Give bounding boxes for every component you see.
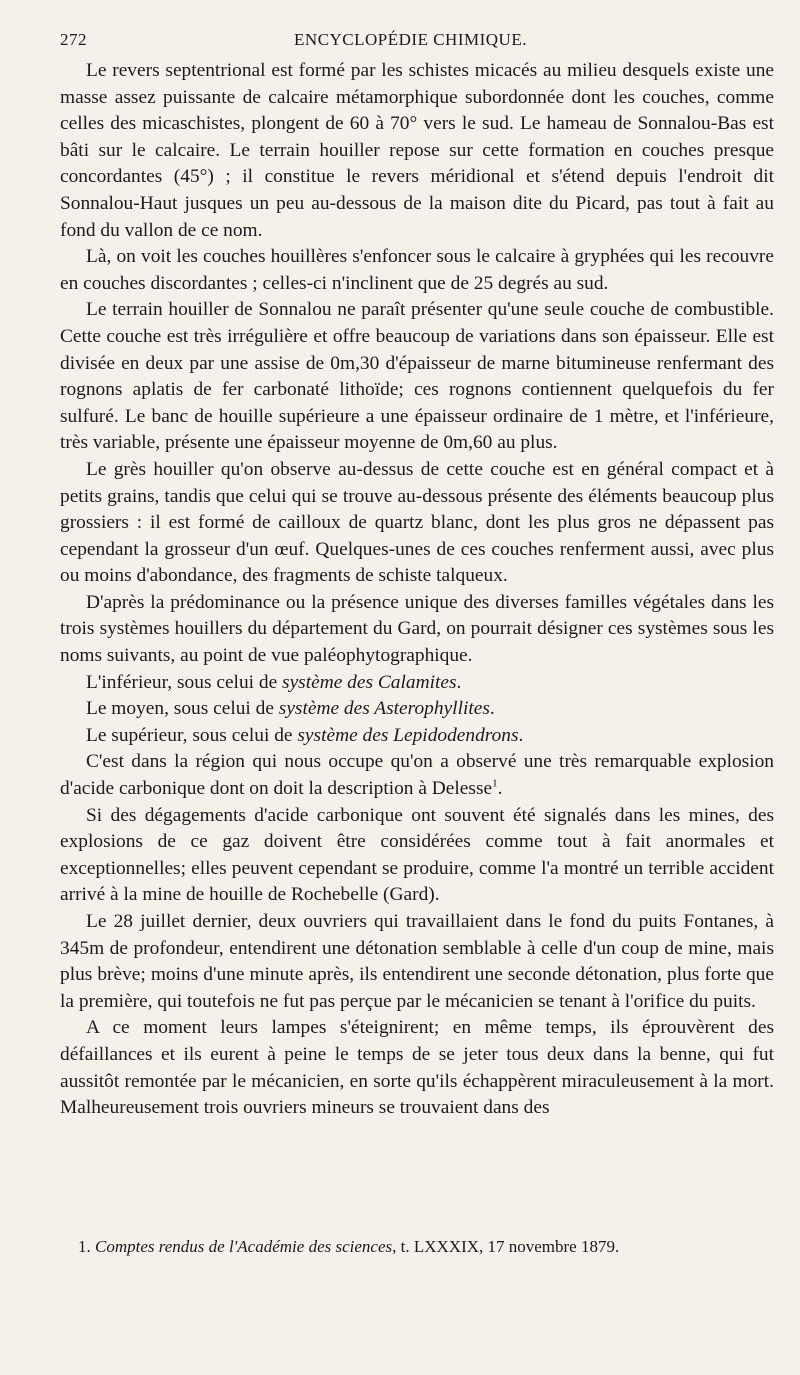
system-inferior-name: système des Calamites xyxy=(282,671,457,693)
system-middle-prefix: Le moyen, sous celui de xyxy=(86,698,279,720)
system-superior-prefix: Le supérieur, sous celui de xyxy=(86,724,298,746)
system-superior xyxy=(60,723,774,750)
paragraph-8: Le 28 juillet dernier, deux ouvriers qui travaillaient dans le fond du puits Fontanes, à 345m de profondeur, entendirent une détonation semblable à celle d'un coup de mine, mais plus brève; moins d'une minute après, ils entendirent une seconde détonation, plus forte que la première, qui toutefois ne fut pas perçue par le mécanicien se tenant à l'orifice du puits. xyxy=(60,911,774,1012)
paragraph-9: A ce moment leurs lampes s'éteignirent; en même temps, ils éprouvèrent des défaillances et ils eurent à peine le temps de se jeter tous deux dans la benne, qui fut aussitôt remontée par le mécanicien, en sorte qu'ils échappèrent miraculeusement à la mort. Malheureusement trois ouvriers mineurs se trouvaient dans des xyxy=(60,1017,774,1119)
paragraph-6-text: C'est dans la région qui nous occupe qu'on a observé une très remarquable explosion d'acide carbonique dont on doit la description à Delesse xyxy=(60,751,774,800)
page-number: 272 xyxy=(60,30,87,49)
paragraph-2: Là, on voit les couches houillères s'enfoncer sous le calcaire à gryphées qui les recouvre en couches discordantes ; celles-ci n'inclinent que de 25 degrés au sud. xyxy=(60,246,774,294)
system-inferior xyxy=(60,670,774,697)
footnote-reference: 1 xyxy=(492,777,498,790)
period: . xyxy=(518,724,524,746)
footnote-rest: , t. LXXXIX, 17 novembre 1879. xyxy=(392,1237,620,1256)
paragraph-1: Le revers septentrional est formé par les schistes micacés au milieu desquels existe une masse assez puissante de calcaire métamorphique subordonnée dont les couches, comme celles des micaschistes, plongent de 60 à 70° vers le sud. Le hameau de Sonnalou-Bas est bâti sur le calcaire. Le terrain houiller repose sur cette formation en couches presque concordantes (45°) ; il constitue le revers méridional et s'étend depuis l'endroit dit Sonnalou-Haut jusques un peu au-dessous de la maison dite du Picard, pas tout à fait au fond du vallon de ce nom. xyxy=(60,60,774,241)
paragraph-4: Le grès houiller qu'on observe au-dessus de cette couche est en général compact et à petits grains, tandis que celui qui se trouve au-dessous présente des éléments beaucoup plus grossiers : il est formé de cailloux de quartz blanc, dont les plus gros ne dépassent pas cependant la grosseur d'un œuf. Quelques-unes de ces couches renferment aussi, avec plus ou moins d'abondance, des fragments de schiste talqueux. xyxy=(60,458,774,587)
system-middle xyxy=(60,696,774,723)
running-title: ENCYCLOPÉDIE CHIMIQUE. xyxy=(294,30,527,49)
paragraph-3: Le terrain houiller de Sonnalou ne paraît présenter qu'une seule couche de combustible. Cette couche est très irrégulière et offre beaucoup de variations dans son épaisseur. Elle est divisée en deux par une assise de 0m,30 d'épaisseur de marne bitumineuse renfermant des rognons aplatis de fer carbonaté lithoïde; ces rognons contiennent quelquefois du fer sulfuré. Le banc de houille supérieure a une épaisseur ordinaire de 1 mètre, et l'inférieure, très variable, présente une épaisseur moyenne de 0m,60 au plus. xyxy=(60,299,774,454)
paragraph-6 xyxy=(60,749,774,802)
footnote-title: Comptes rendus de l'Académie des sciences xyxy=(95,1237,393,1256)
body-text xyxy=(60,58,774,1122)
system-middle-name: système des Asterophyllites xyxy=(278,698,490,720)
period: . xyxy=(456,671,462,693)
paragraph-7: Si des dégagements d'acide carbonique ont souvent été signalés dans les mines, des explosions de ce gaz doivent être considérées comme tout à fait anormales et exceptionnelles; elles peuvent cependant se produire, comme l'a montré un terrible accident arrivé à la mine de houille de Rochebelle (Gard). xyxy=(60,804,774,906)
paragraph-5: D'après la prédominance ou la présence unique des diverses familles végétales dans les trois systèmes houillers du département du Gard, on pourrait désigner ces systèmes sous les noms suivants, au point de vue paléophytographique. xyxy=(60,591,774,667)
system-superior-name: système des Lepidodendrons xyxy=(297,724,519,746)
page-header xyxy=(60,30,774,50)
period: . xyxy=(497,778,503,800)
system-inferior-prefix: L'inférieur, sous celui de xyxy=(86,671,283,693)
footnote-number: 1. xyxy=(78,1237,91,1256)
footnote xyxy=(78,1236,619,1258)
period: . xyxy=(489,698,495,720)
